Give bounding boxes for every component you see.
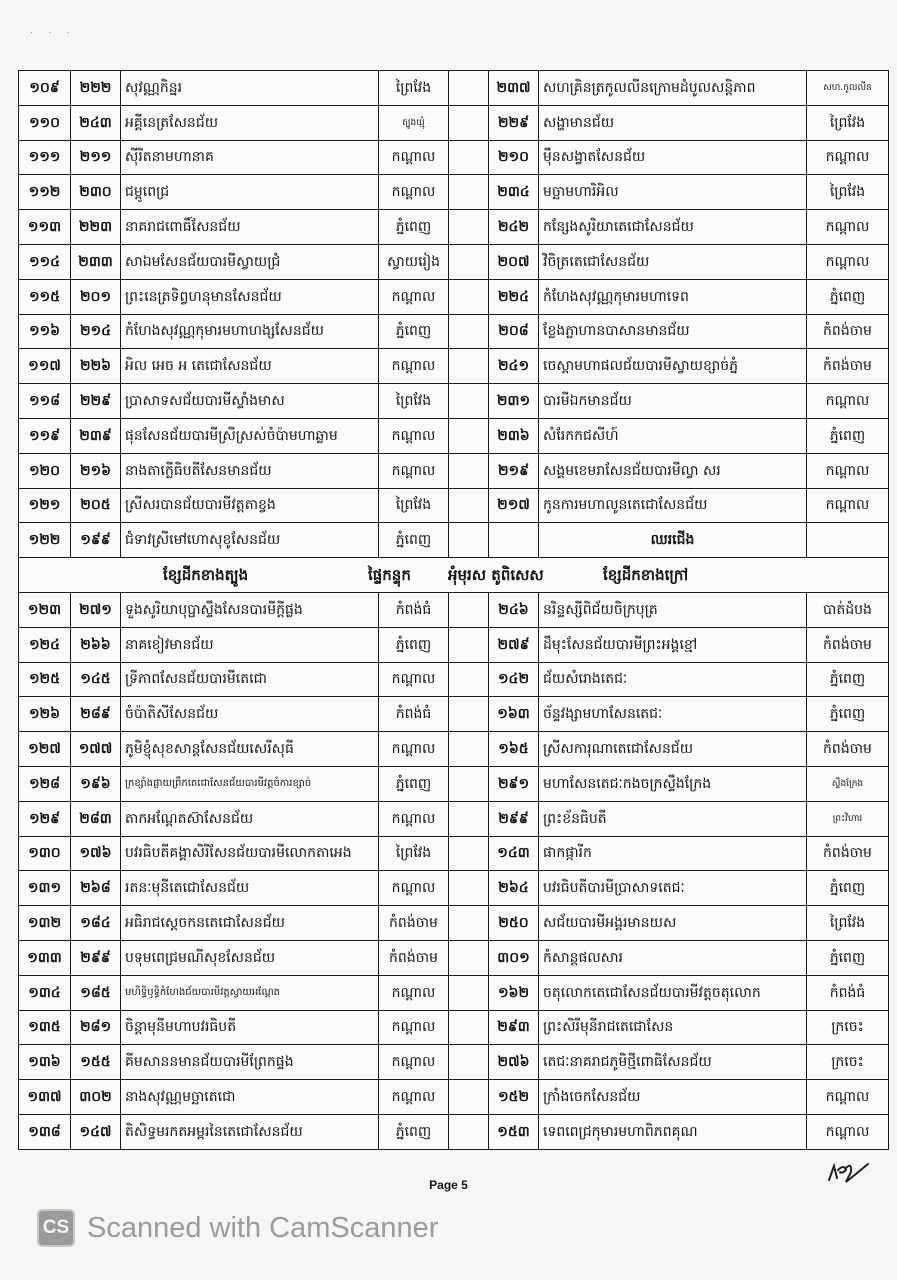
left-team-province: កណ្តាល: [379, 349, 449, 384]
left-team-name: ភូមិខ្ញុំសុខសាន្តសែនជ័យសេរីសុធី: [121, 732, 379, 767]
left-team-number: ១៧៦: [71, 836, 121, 871]
blank-divider-cell: [449, 906, 489, 941]
right-team-number: ១៦២: [489, 975, 539, 1010]
left-team-province: កំពង់ធំ: [379, 592, 449, 627]
right-team-province: កណ្តាល: [807, 210, 889, 245]
right-team-number: ២០៧: [489, 244, 539, 279]
left-team-number: ១៩៦: [71, 766, 121, 801]
row-index: ១៣១: [19, 871, 71, 906]
right-team-province: កណ្តាល: [807, 244, 889, 279]
right-team-province: កណ្តាល: [807, 453, 889, 488]
table-row: [19, 488, 889, 523]
row-index: ១១៤: [19, 244, 71, 279]
left-team-number: ១៤៧: [71, 1114, 121, 1149]
left-team-name: អគ្គីនេត្រសែនជ័យ: [121, 105, 379, 140]
left-team-number: ២១៤: [71, 314, 121, 349]
right-team-province: កំពង់ចាម: [807, 732, 889, 767]
right-team-province: ក្រចេះ: [807, 1045, 889, 1080]
right-team-province: ព្រៃវែង: [807, 906, 889, 941]
left-team-province: ព្រៃវែង: [379, 384, 449, 419]
left-team-province: កណ្តាល: [379, 1080, 449, 1115]
right-team-number: ១៥៣: [489, 1114, 539, 1149]
table-row: [19, 592, 889, 627]
table-row: [19, 801, 889, 836]
table-row: [19, 627, 889, 662]
right-team-name: មច្ឆាមហារិអិល: [539, 175, 807, 210]
camscanner-logo-icon: CS: [37, 1209, 75, 1247]
right-team-number: ១៤២: [489, 662, 539, 697]
left-team-number: ២៣៩: [71, 418, 121, 453]
right-team-number: ២៣១: [489, 384, 539, 419]
left-team-number: ២៤៣: [71, 105, 121, 140]
left-team-province: ព្រៃវែង: [379, 488, 449, 523]
blank-divider-cell: [449, 175, 489, 210]
blank-divider-cell: [449, 140, 489, 175]
table-row: [19, 766, 889, 801]
right-team-name: ចេស្តាមហាផលជ័យបារមីស្វាយខ្សាច់ភ្នំ: [539, 349, 807, 384]
right-team-province: ភ្នំពេញ: [807, 697, 889, 732]
row-index: ១៣២: [19, 906, 71, 941]
left-team-name: ប្រាសាទសជ័យបារមីស្ទាំងមាស: [121, 384, 379, 419]
blank-divider-cell: [449, 418, 489, 453]
blank-divider-cell: [449, 244, 489, 279]
right-team-number: [489, 523, 539, 558]
blank-divider-cell: [449, 523, 489, 558]
right-team-number: ២៦៤: [489, 871, 539, 906]
left-team-province: ភ្នំពេញ: [379, 523, 449, 558]
camscanner-text: Scanned with CamScanner: [87, 1211, 439, 1244]
left-team-province: កំពង់ធំ: [379, 697, 449, 732]
left-team-province: កំពង់ចាម: [379, 940, 449, 975]
blank-divider-cell: [449, 592, 489, 627]
table-row: [19, 871, 889, 906]
scan-noise: · · ·: [30, 28, 76, 39]
blank-divider-cell: [449, 1114, 489, 1149]
right-team-province: កណ្តាល: [807, 384, 889, 419]
blank-divider-cell: [449, 697, 489, 732]
right-team-number: ២៤២: [489, 210, 539, 245]
row-index: ១៣៨: [19, 1114, 71, 1149]
row-index: ១១០: [19, 105, 71, 140]
blank-divider-cell: [449, 349, 489, 384]
section-label-middle: ផ្ទៃកន្ទុក: [368, 566, 411, 585]
blank-divider-cell: [449, 836, 489, 871]
table-row: [19, 975, 889, 1010]
row-index: ១២៦: [19, 697, 71, 732]
right-team-province: ព្រៃវែង: [807, 105, 889, 140]
left-team-province: ភ្នំពេញ: [379, 1114, 449, 1149]
row-index: ១១៨: [19, 384, 71, 419]
right-team-name: បវរធិបតីបារមីប្រាសាទតេជៈ: [539, 871, 807, 906]
left-team-number: ២៧១: [71, 592, 121, 627]
row-index: ១១៣: [19, 210, 71, 245]
right-team-number: ២៣៧: [489, 71, 539, 106]
table-row: [19, 697, 889, 732]
blank-divider-cell: [449, 871, 489, 906]
blank-divider-cell: [449, 384, 489, 419]
blank-divider-cell: [449, 627, 489, 662]
right-team-name: ផាកផ្ការីក: [539, 836, 807, 871]
left-team-province: កណ្តាល: [379, 801, 449, 836]
right-team-number: ១៤៣: [489, 836, 539, 871]
left-team-name: ចិន្តាមុនីមហាបវរធិបតី: [121, 1010, 379, 1045]
left-team-name: តាកអណ្តែតស៊ាសែនជ័យ: [121, 801, 379, 836]
left-team-number: ២៨១: [71, 1010, 121, 1045]
right-team-number: ២៤៦: [489, 592, 539, 627]
right-team-name: ច័ន្ទវង្សាមហាសែនតេជៈ: [539, 697, 807, 732]
row-index: ១១៦: [19, 314, 71, 349]
row-index: ១៣៤: [19, 975, 71, 1010]
left-team-province: ព្រៃវែង: [379, 836, 449, 871]
left-team-province: កណ្តាល: [379, 453, 449, 488]
left-team-province: កណ្តាល: [379, 1010, 449, 1045]
section-header-cell: [19, 558, 889, 593]
row-index: ១២៣: [19, 592, 71, 627]
row-index: ១១១: [19, 140, 71, 175]
right-team-number: ២១៧: [489, 488, 539, 523]
left-team-name: អិល អេច អ តេជោសែនជ័យ: [121, 349, 379, 384]
table-row: [19, 279, 889, 314]
section-label-outer-line: ខ្សែដីកខាងក្រៅ: [603, 566, 689, 585]
right-team-number: ២៥០: [489, 906, 539, 941]
blank-divider-cell: [449, 1045, 489, 1080]
right-team-province: កំពង់ចាម: [807, 627, 889, 662]
right-team-name: កំហែងសុវណ្ណកុមារមហាទេព: [539, 279, 807, 314]
left-team-province: ភ្នំពេញ: [379, 766, 449, 801]
left-team-province: ភ្នំពេញ: [379, 210, 449, 245]
row-index: ១២១: [19, 488, 71, 523]
table-row: [19, 1114, 889, 1149]
right-team-name: កំសាន្តផលសារ: [539, 940, 807, 975]
right-team-name: វិចិត្រតេជោសែនជ័យ: [539, 244, 807, 279]
left-team-name: ក្រខ្សាំងផ្លាយព្រឹកតេជោសែនជ័យបារមីវត្តចំការខ្សាច់: [121, 766, 379, 801]
left-team-name: ទួងសូរិយាបុប្ផាស្ទឹងសែនបារមីក្តីផ្លង: [121, 592, 379, 627]
table-section-header: [19, 558, 889, 593]
camscanner-watermark: [37, 1207, 438, 1249]
row-index: ១២០: [19, 453, 71, 488]
table-row: [19, 71, 889, 106]
row-index: ១៣០: [19, 836, 71, 871]
row-index: ១២៨: [19, 766, 71, 801]
right-team-number: ២៣៤: [489, 175, 539, 210]
right-team-number: ២២៩: [489, 105, 539, 140]
right-team-name: សជ័យបារមីអង្គរមានយស: [539, 906, 807, 941]
left-team-number: ២៣០: [71, 175, 121, 210]
left-team-province: កណ្តាល: [379, 662, 449, 697]
right-team-province: កំពង់ចាម: [807, 314, 889, 349]
right-team-number: ២៩៣: [489, 1010, 539, 1045]
right-team-name: ជ័យសំរោងតេជៈ: [539, 662, 807, 697]
left-team-number: ២៦៨: [71, 871, 121, 906]
table-row: [19, 662, 889, 697]
section-label-south-line: ខ្សែដីកខាងត្បូង: [163, 566, 249, 585]
row-index: ១២៥: [19, 662, 71, 697]
blank-divider-cell: [449, 210, 489, 245]
right-team-number: ២៧៩: [489, 627, 539, 662]
left-team-name: គីមសាននមានជ័យបារមីព្រែកផ្ទង: [121, 1045, 379, 1080]
right-team-province: កណ្តាល: [807, 1080, 889, 1115]
right-team-number: ២១០: [489, 140, 539, 175]
right-team-name: ចតុលោកតេជោសែនជ័យបារមីវត្តចតុលោក: [539, 975, 807, 1010]
right-team-province: កណ្តាល: [807, 488, 889, 523]
left-team-province: កណ្តាល: [379, 975, 449, 1010]
right-team-province: ភ្នំពេញ: [807, 279, 889, 314]
left-team-name: ជំទាវស្រីមៅហោសុខូសែនជ័យ: [121, 523, 379, 558]
right-team-number: ១៦៥: [489, 732, 539, 767]
blank-divider-cell: [449, 453, 489, 488]
right-team-number: ២៧៦: [489, 1045, 539, 1080]
left-team-name: កំហែងសុវណ្ណកុមារមហាហង្សសែនជ័យ: [121, 314, 379, 349]
left-team-province: ព្រៃវែង: [379, 71, 449, 106]
section-header-row: [19, 558, 889, 593]
table-row: [19, 384, 889, 419]
right-team-province: កំពង់ធំ: [807, 975, 889, 1010]
row-index: ១១៥: [19, 279, 71, 314]
section-label-special: អុំមុរស តូពិសេស: [448, 566, 544, 585]
left-team-number: ២៨៩: [71, 697, 121, 732]
blank-divider-cell: [449, 488, 489, 523]
blank-divider-cell: [449, 662, 489, 697]
right-team-name: ព្រះខ័នធិបតី: [539, 801, 807, 836]
blank-divider-cell: [449, 71, 489, 106]
table-row: [19, 349, 889, 384]
left-team-name: ស៊ីរីតនាមហានាគ: [121, 140, 379, 175]
right-team-number: ២៣៦: [489, 418, 539, 453]
blank-divider-cell: [449, 314, 489, 349]
right-team-name: បារមីឯកមានជ័យ: [539, 384, 807, 419]
table-row: [19, 175, 889, 210]
table-row: [19, 140, 889, 175]
blank-divider-cell: [449, 940, 489, 975]
left-team-name: មហិទ្ធិឫទ្ធិកំហែងជ័យបារមីវត្តស្វាយអណ្តែត: [121, 975, 379, 1010]
blank-divider-cell: [449, 975, 489, 1010]
right-team-number: ១៦៣: [489, 697, 539, 732]
right-team-province: ព្រះវិហារ: [807, 801, 889, 836]
left-team-province: ស្វាយរៀង: [379, 244, 449, 279]
blank-divider-cell: [449, 279, 489, 314]
left-team-number: ២២៦: [71, 349, 121, 384]
left-team-number: ២៨៣: [71, 801, 121, 836]
table-section-2: [19, 592, 889, 1149]
blank-divider-cell: [449, 732, 489, 767]
table-row: [19, 453, 889, 488]
right-team-province: កំពង់ចាម: [807, 836, 889, 871]
right-team-number: ២១៩: [489, 453, 539, 488]
table-row: [19, 314, 889, 349]
row-index: ១២៤: [19, 627, 71, 662]
left-team-name: រតនៈមុនីតេជោសែនជ័យ: [121, 871, 379, 906]
right-team-name: ស្រីសការុណាតេជោសែនជ័យ: [539, 732, 807, 767]
table-row: [19, 732, 889, 767]
right-team-province: ភ្នំពេញ: [807, 662, 889, 697]
left-team-number: ១៧៧: [71, 732, 121, 767]
table-row: [19, 1010, 889, 1045]
table-row: [19, 105, 889, 140]
left-team-name: សាឯមសែនជ័យបារមីស្វាយជ្រំ: [121, 244, 379, 279]
blank-divider-cell: [449, 801, 489, 836]
row-index: ១០៩: [19, 71, 71, 106]
left-team-name: ស្រីសរបានជ័យបារមីវត្តតាខ្វង: [121, 488, 379, 523]
table-row: [19, 906, 889, 941]
table-row: [19, 523, 889, 558]
left-team-number: ២៣៣: [71, 244, 121, 279]
right-team-name: ម៉ឺនសង្វាតសែនជ័យ: [539, 140, 807, 175]
left-team-name: ជម្ពូពេជ្រ: [121, 175, 379, 210]
left-team-province: កណ្តាល: [379, 279, 449, 314]
right-team-name: ព្រះសិរីមុនីរាជតេជោសែន: [539, 1010, 807, 1045]
left-team-number: ២១១: [71, 140, 121, 175]
right-team-number: ២២៤: [489, 279, 539, 314]
right-team-province: ភ្នំពេញ: [807, 418, 889, 453]
right-team-province: ក្រចេះ: [807, 1010, 889, 1045]
right-team-name: សង្គមខេមរាសែនជ័យបារមីល្វា សរ: [539, 453, 807, 488]
left-team-number: ២០១: [71, 279, 121, 314]
blank-divider-cell: [449, 105, 489, 140]
right-team-name: កន្សែងសូរិយាតេជោសែនជ័យ: [539, 210, 807, 245]
left-team-name: នាងសុវណ្ណមច្ឆាតេជោ: [121, 1080, 379, 1115]
left-team-name: តិសិទ្ធមរកតអម្ពរនៃតេជោសែនជ័យ: [121, 1114, 379, 1149]
row-index: ១១២: [19, 175, 71, 210]
left-team-name: សុវណ្ណកិន្នរ: [121, 71, 379, 106]
left-team-province: កណ្តាល: [379, 871, 449, 906]
left-team-province: ភ្នំពេញ: [379, 314, 449, 349]
left-team-name: ទ្រីភាពសែនជ័យបារមីតេជោ: [121, 662, 379, 697]
left-team-name: អធិរាជស្តេចកនតេជោសែនជ័យ: [121, 906, 379, 941]
row-index: ១១៩: [19, 418, 71, 453]
left-team-name: បវរធិបតីគង្គាសិរីសែនជ័យបារមីលោកតាអេង: [121, 836, 379, 871]
right-team-name: ក្រាំងចេកសែនជ័យ: [539, 1080, 807, 1115]
row-index: ១៣៥: [19, 1010, 71, 1045]
right-team-number: ៣០១: [489, 940, 539, 975]
right-team-province: [807, 523, 889, 558]
right-team-number: ២០៨: [489, 314, 539, 349]
right-team-name: ទេពពេជ្រកុមារមហាពិភពគុណ: [539, 1114, 807, 1149]
right-team-province: សហ.កូលលីន: [807, 71, 889, 106]
page-number: Page 5: [429, 1178, 468, 1192]
table-row: [19, 940, 889, 975]
table-row: [19, 1045, 889, 1080]
right-team-province: កណ្តាល: [807, 140, 889, 175]
left-team-name: ព្រះនេត្រទិព្វហនុមានសែនជ័យ: [121, 279, 379, 314]
left-team-province: ភ្នំពេញ: [379, 627, 449, 662]
left-team-number: ១៨៥: [71, 975, 121, 1010]
left-team-number: ៣០២: [71, 1080, 121, 1115]
right-team-name: មហាសែនតេជៈកងចក្រស្ទឹងក្រែង: [539, 766, 807, 801]
left-team-number: ១៨៤: [71, 906, 121, 941]
right-team-name: កូនការមហាលូនតេជោសែនជ័យ: [539, 488, 807, 523]
left-team-name: នាគខៀវមានជ័យ: [121, 627, 379, 662]
right-team-province: ភ្នំពេញ: [807, 871, 889, 906]
row-index: ១២៩: [19, 801, 71, 836]
right-team-name: ឈរជើង: [539, 523, 807, 558]
right-team-name: ខ្លែងភ្លាហានបាសានមានជ័យ: [539, 314, 807, 349]
left-team-number: ២២២: [71, 71, 121, 106]
left-team-number: ១៥៥: [71, 1045, 121, 1080]
table-row: [19, 836, 889, 871]
blank-divider-cell: [449, 1010, 489, 1045]
left-team-number: ២១៦: [71, 453, 121, 488]
right-team-province: ស្ទឹងក្រែង: [807, 766, 889, 801]
left-team-name: បទុមពេជ្រមណីសុខសែនជ័យ: [121, 940, 379, 975]
right-team-number: ២៤១: [489, 349, 539, 384]
row-index: ១១៧: [19, 349, 71, 384]
row-index: ១៣៣: [19, 940, 71, 975]
right-team-name: ដឹមុះសែនជ័យបារមីព្រះអង្គខ្មៅ: [539, 627, 807, 662]
table-row: [19, 244, 889, 279]
right-team-province: ព្រៃវែង: [807, 175, 889, 210]
row-index: ១៣៦: [19, 1045, 71, 1080]
roster-table: [18, 70, 889, 1150]
left-team-name: ផុនសែនជ័យបារមីស្រីស្រស់ចំប៉ាមហាឆ្លាម: [121, 418, 379, 453]
left-team-province: កណ្តាល: [379, 732, 449, 767]
left-team-province: កណ្តាល: [379, 140, 449, 175]
left-team-name: នាគរាជពោធិ៍សែនជ័យ: [121, 210, 379, 245]
left-team-province: កណ្តាល: [379, 175, 449, 210]
table-section-1: [19, 71, 889, 558]
left-team-province: ត្បូងឃ្មុំ: [379, 105, 449, 140]
left-team-number: ១៤៥: [71, 662, 121, 697]
row-index: ១២៧: [19, 732, 71, 767]
table-row: [19, 418, 889, 453]
left-team-province: កណ្តាល: [379, 1045, 449, 1080]
left-team-number: ២៩៩: [71, 940, 121, 975]
left-team-number: ២០៥: [71, 488, 121, 523]
left-team-number: ២៦៦: [71, 627, 121, 662]
right-team-number: ២៩១: [489, 766, 539, 801]
row-index: ១២២: [19, 523, 71, 558]
table-row: [19, 1080, 889, 1115]
left-team-number: ២២៩: [71, 384, 121, 419]
left-team-province: កណ្តាល: [379, 418, 449, 453]
right-team-name: តេជៈនាគរាជភូមិថ្មីពោធិសែនជ័យ: [539, 1045, 807, 1080]
row-index: ១៣៧: [19, 1080, 71, 1115]
right-team-name: សំរែកកជសីហ៍: [539, 418, 807, 453]
right-team-province: បាត់ដំបង: [807, 592, 889, 627]
right-team-number: ១៥២: [489, 1080, 539, 1115]
blank-divider-cell: [449, 1080, 489, 1115]
left-team-province: កំពង់ចាម: [379, 906, 449, 941]
left-team-number: ២២៣: [71, 210, 121, 245]
right-team-province: កំពង់ចាម: [807, 349, 889, 384]
left-team-number: ១៩៩: [71, 523, 121, 558]
table-row: [19, 210, 889, 245]
right-team-name: សហគ្រិនត្រកូលលីនក្រោមដំបូលសន្តិភាព: [539, 71, 807, 106]
right-team-province: កណ្តាល: [807, 1114, 889, 1149]
blank-divider-cell: [449, 766, 489, 801]
right-team-name: សង្ហាមានជ័យ: [539, 105, 807, 140]
right-team-province: ភ្នំពេញ: [807, 940, 889, 975]
left-team-name: ចំប៉ាតិសីសែនជ័យ: [121, 697, 379, 732]
left-team-name: នាងតាក្លើធិបតីសែនមានជ័យ: [121, 453, 379, 488]
right-team-name: នរិន្ទស្សីពិជ័យចិក្របុត្រ: [539, 592, 807, 627]
right-team-number: ២៩៩: [489, 801, 539, 836]
